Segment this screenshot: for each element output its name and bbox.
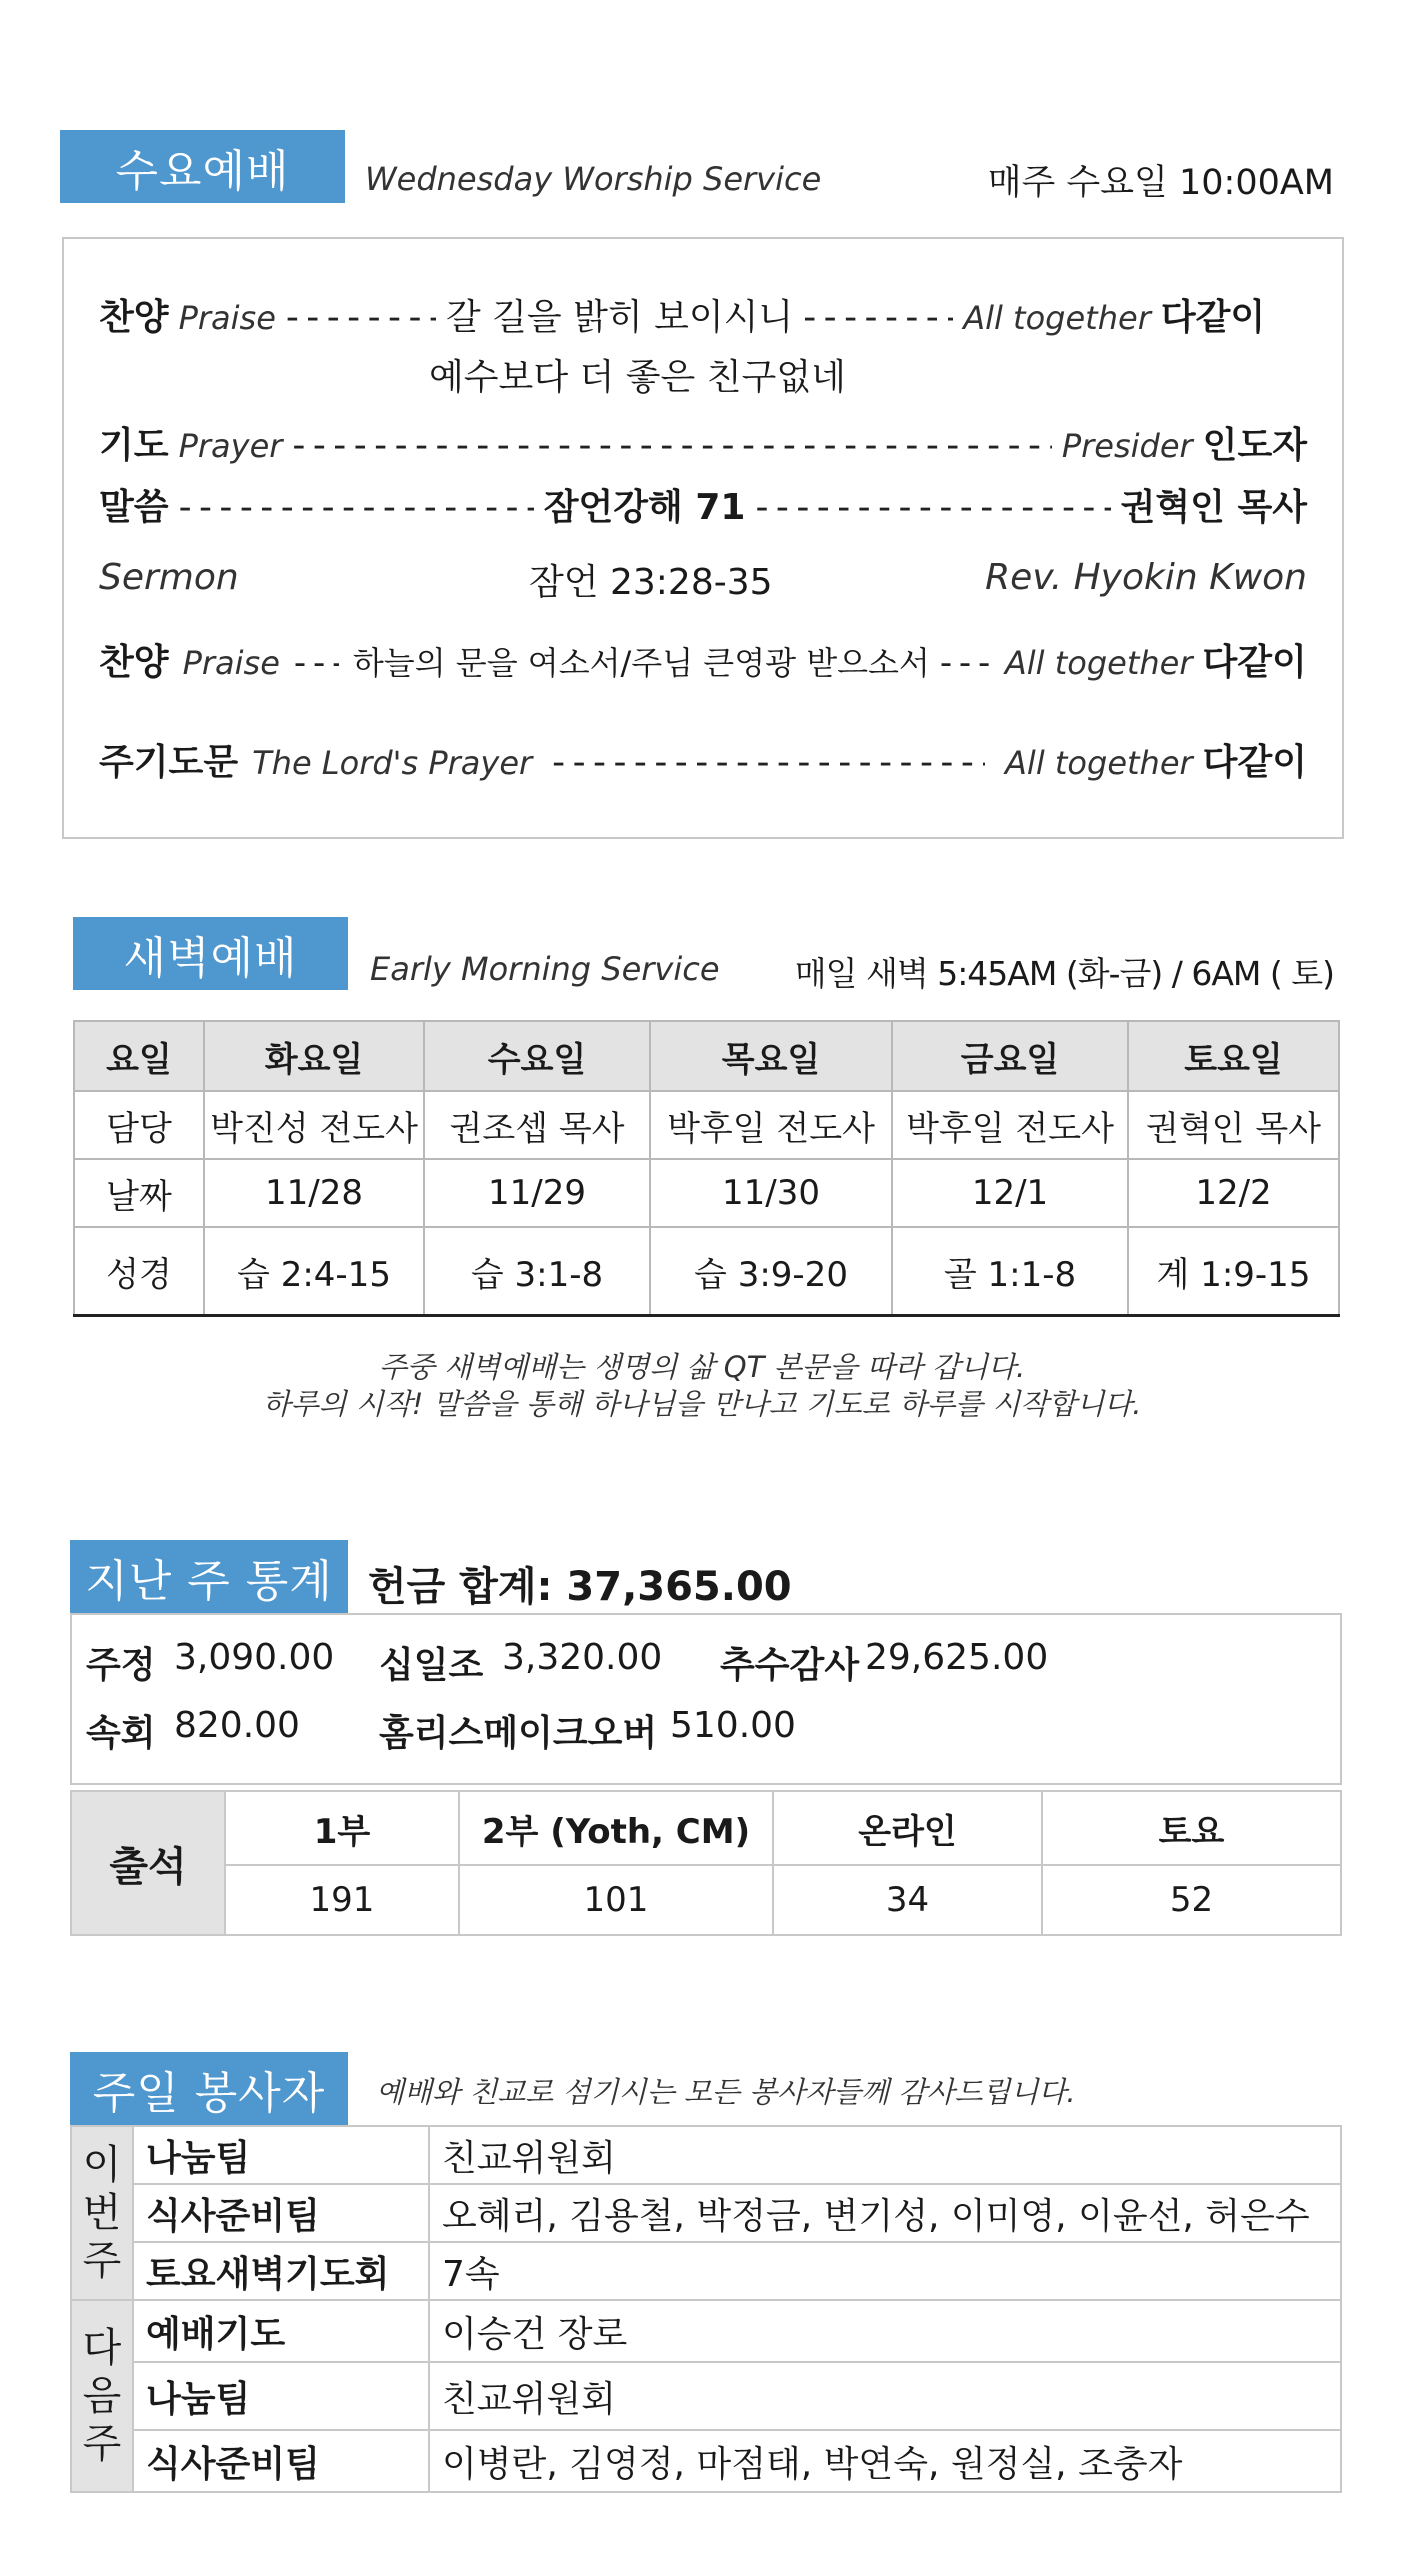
volunteer-row [71,2362,1341,2430]
table-header-row [74,1021,1339,1091]
wednesday-subtitle: Wednesday Worship Service [365,160,822,198]
offering-value: 3,320.00 [502,1637,663,1678]
attendance-header-row [71,1791,1341,1865]
offering-value: 3,090.00 [174,1637,335,1678]
label-en: Prayer [178,427,283,465]
attendance-value: 34 [773,1865,1042,1935]
volunteer-names: 친교위원회 [429,2126,1341,2184]
table-row [74,1091,1339,1159]
attendance-label: 출석 [71,1791,225,1935]
attendance-value: 52 [1042,1865,1341,1935]
wednesday-order-box [62,237,1344,839]
dash-leader [292,425,1051,466]
volunteer-names: 이승건 장로 [429,2300,1341,2362]
label-ko: 주기도문 [99,742,239,783]
dash-leader [940,643,995,683]
sermon-label-en: Sermon [99,557,239,598]
wednesday-schedule: 매주 수요일 10:00AM [987,163,1334,203]
offering-value: 820.00 [174,1705,300,1746]
attendance-header: 토요 [1042,1791,1341,1865]
morning-subtitle: Early Morning Service [370,950,720,988]
table-row [74,1227,1339,1316]
stats-tag: 지난 주 통계 [70,1540,348,1613]
label-ko: 말씀 [99,487,169,528]
morning-tag: 새벽예배 [73,917,348,990]
dash-leader [286,297,436,338]
offering-label: 속회 [86,1713,156,1754]
table-cell: 11/28 [204,1159,424,1227]
table-cell: 12/2 [1128,1159,1339,1227]
preacher-en: Rev. Hyokin Kwon [985,557,1307,598]
table-header-cell: 요일 [74,1021,204,1091]
volunteer-row [71,2126,1341,2184]
right-ko: 다같이 [1202,742,1307,783]
offering-label: 주정 [86,1645,156,1686]
right-en: All together [963,299,1151,337]
volunteer-role: 나눔팀 [133,2126,429,2184]
table-header-cell: 금요일 [892,1021,1128,1091]
table-cell: 날짜 [74,1159,204,1227]
table-cell: 담당 [74,1091,204,1159]
sermon-title: 잠언강해 71 [543,487,746,528]
volunteer-names: 친교위원회 [429,2362,1341,2430]
order-row-praise-2 [99,634,1307,685]
volunteer-role: 토요새벽기도회 [133,2242,429,2300]
table-cell: 습 3:9-20 [650,1227,892,1316]
morning-note-2: 하루의 시작! 말씀을 통해 하나님을 만나고 기도로 하루를 시작합니다. [262,1387,1142,1421]
volunteers-tag: 주일 봉사자 [70,2052,348,2125]
dash-leader [294,643,339,683]
order-row-sermon [99,479,1307,530]
offerings-box [70,1613,1342,1785]
table-cell: 박후일 전도사 [650,1091,892,1159]
table-cell: 박후일 전도사 [892,1091,1128,1159]
volunteer-row [71,2300,1341,2362]
label-ko: 찬양 [99,297,169,338]
right-en: All together [1004,644,1193,682]
hymn-title-2: 예수보다 더 좋은 친구없네 [429,357,846,398]
table-cell: 계 1:9-15 [1128,1227,1339,1316]
right-ko: 다같이 [1160,297,1266,338]
volunteer-row [71,2242,1341,2300]
offering-value: 29,625.00 [865,1637,1049,1678]
table-cell: 골 1:1-8 [892,1227,1128,1316]
table-header-cell: 수요일 [424,1021,650,1091]
table-cell: 권조셉 목사 [424,1091,650,1159]
right-en: Presider [1061,427,1193,465]
order-row-prayer [99,417,1307,468]
label-ko: 찬양 [99,642,169,683]
dash-leader [803,297,953,338]
volunteer-role: 예배기도 [133,2300,429,2362]
morning-schedule-table [73,1020,1340,1317]
attendance-header: 2부 (Yoth, CM) [459,1791,773,1865]
table-cell: 11/29 [424,1159,650,1227]
table-header-cell: 토요일 [1128,1021,1339,1091]
volunteer-role: 식사준비팀 [133,2430,429,2492]
table-cell: 권혁인 목사 [1128,1091,1339,1159]
label-en: Praise [182,644,280,682]
attendance-table [70,1790,1342,1936]
table-cell: 습 2:4-15 [204,1227,424,1316]
dash-leader [179,487,534,528]
offering-value: 510.00 [670,1705,796,1746]
attendance-header: 온라인 [773,1791,1042,1865]
wednesday-tag: 수요예배 [60,130,345,203]
this-week-label-text: 이번주 [82,2142,122,2284]
offering-label: 추수감사 [720,1645,860,1686]
attendance-header: 1부 [225,1791,459,1865]
attendance-value: 191 [225,1865,459,1935]
volunteer-row [71,2184,1341,2242]
offering-label: 십일조 [379,1645,484,1686]
sermon-scripture: 잠언 23:28-35 [529,562,773,603]
volunteer-names: 이병란, 김영정, 마점태, 박연숙, 원정실, 조충자 [429,2430,1341,2492]
right-ko: 인도자 [1202,425,1307,466]
dash-leader [552,742,985,783]
offering-total: 헌금 합계: 37,365.00 [368,1564,792,1610]
label-en: The Lord's Prayer [252,744,533,782]
right-ko: 다같이 [1202,642,1307,683]
table-cell: 11/30 [650,1159,892,1227]
table-row [74,1159,1339,1227]
label-en: Praise [178,299,276,337]
hymn-title: 하늘의 문을 여소서/주님 큰영광 받으소서 [352,644,930,682]
volunteer-role: 나눔팀 [133,2362,429,2430]
this-week-label [71,2126,133,2300]
table-cell: 성경 [74,1227,204,1316]
table-header-cell: 화요일 [204,1021,424,1091]
right-en: All together [1005,744,1193,782]
volunteer-names: 7속 [429,2242,1341,2300]
attendance-value: 101 [459,1865,773,1935]
next-week-label-text: 다음주 [82,2325,122,2467]
attendance-value-row [71,1865,1341,1935]
next-week-label [71,2300,133,2492]
right-ko: 권혁인 목사 [1120,487,1308,528]
table-cell: 12/1 [892,1159,1128,1227]
morning-note-1: 주중 새벽예배는 생명의 삶 QT 본문을 따라 갑니다. [378,1350,1026,1384]
volunteers-table [70,2125,1342,2493]
order-row-lords-prayer [99,734,1307,785]
volunteer-names: 오혜리, 김용철, 박정금, 변기성, 이미영, 이윤선, 허은수 [429,2184,1341,2242]
volunteer-role: 식사준비팀 [133,2184,429,2242]
table-cell: 습 3:1-8 [424,1227,650,1316]
volunteers-subtitle: 예배와 친교로 섬기시는 모든 봉사자들께 감사드립니다. [376,2075,1076,2109]
table-cell: 박진성 전도사 [204,1091,424,1159]
table-header-cell: 목요일 [650,1021,892,1091]
hymn-title: 갈 길을 밝히 보이시니 [445,297,794,338]
label-ko: 기도 [99,425,169,466]
dash-leader [755,487,1110,528]
volunteer-row [71,2430,1341,2492]
morning-schedule: 매일 새벽 5:45AM (화-금) / 6AM ( 토) [794,954,1334,993]
offering-label: 홈리스메이크오버 [379,1713,658,1754]
order-row-praise-1 [99,289,1307,340]
